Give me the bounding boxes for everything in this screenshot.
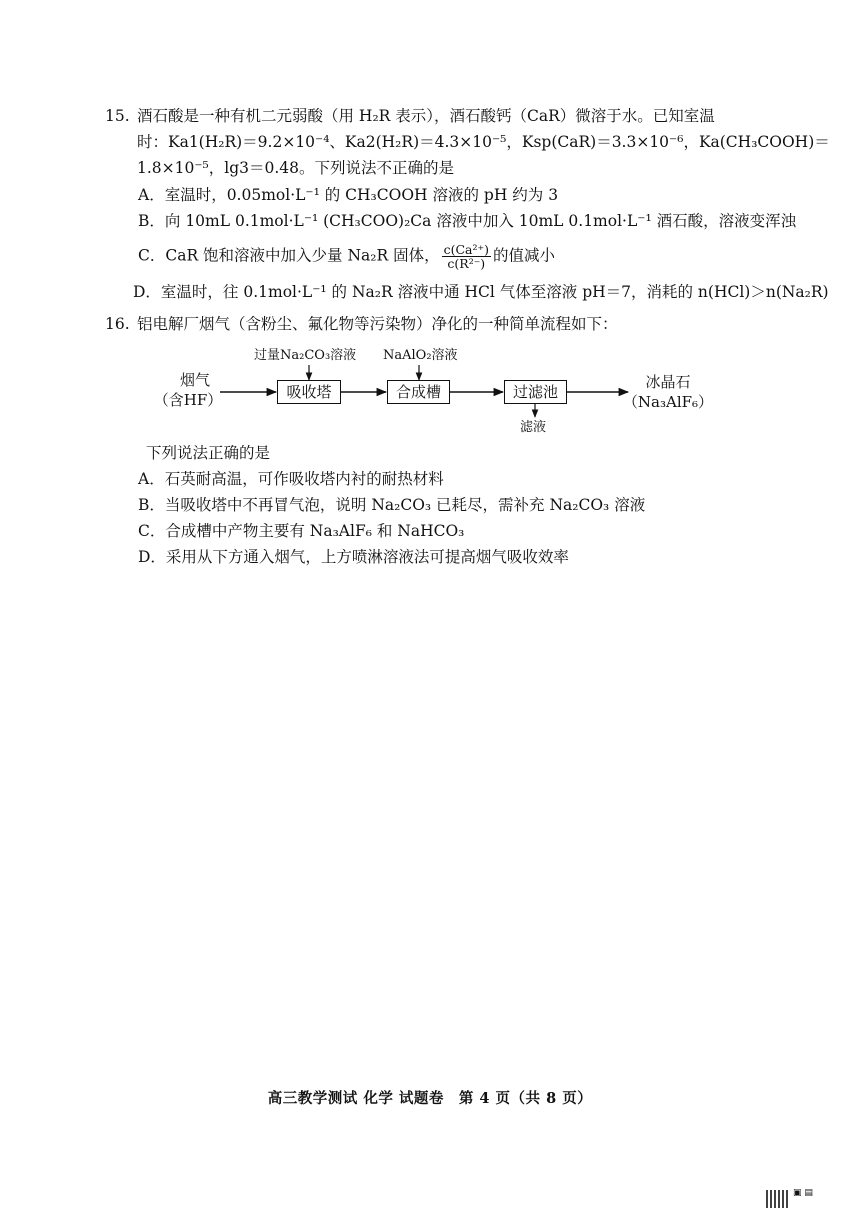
q16-question: 下列说法正确的是 <box>146 444 271 462</box>
scanner-logo-icon: ▣ ▤ <box>793 1188 813 1198</box>
filtrate-label: 滤液 <box>520 420 547 435</box>
q16-option-c: C．合成槽中产物主要有 Na₃AlF₆ 和 NaHCO₃ <box>138 522 465 540</box>
q16-number: 16. <box>105 315 130 333</box>
absorption-tower-box: 吸收塔 <box>277 380 341 404</box>
q15-option-c-text: C．CaR 饱和溶液中加入少量 Na₂R 固体， <box>138 246 440 265</box>
synthesis-tank-box: 合成槽 <box>387 380 450 404</box>
reagent-naalo2-label: NaAlO₂溶液 <box>383 348 458 363</box>
filter-tank-box: 过滤池 <box>504 380 567 404</box>
page-footer: 高三教学测试 化学 试题卷 第 4 页（共 8 页） <box>267 1090 593 1107</box>
q15-stem-line1: 酒石酸是一种有机二元弱酸（用 H₂R 表示），酒石酸钙（CaR）微溶于水。已知室温 <box>137 107 715 125</box>
q16-option-a: A．石英耐高温，可作吸收塔内衬的耐热材料 <box>138 470 444 488</box>
q15-option-c-tail: 的值减小 <box>493 246 556 265</box>
flue-gas-label: 烟气 <box>179 371 210 389</box>
q15-number: 15. <box>105 107 130 125</box>
q15-option-d: D．室温时，往 0.1mol·L⁻¹ 的 Na₂R 溶液中通 HCl 气体至溶液 pH＝7，消耗的 n(HCl)＞n(Na₂R) <box>133 283 829 301</box>
fraction-denominator: c(R²⁻) <box>447 256 486 271</box>
q16-option-b: B．当吸收塔中不再冒气泡，说明 Na₂CO₃ 已耗尽，需补充 Na₂CO₃ 溶液 <box>138 496 646 514</box>
q15-option-a: A．室温时，0.05mol·L⁻¹ 的 CH₃COOH 溶液的 pH 约为 3 <box>138 186 559 204</box>
fraction-numerator: c(Ca²⁺) <box>443 242 489 257</box>
q16-stem: 铝电解厂烟气（含粉尘、氟化物等污染物）净化的一种简单流程如下： <box>137 315 618 333</box>
q15-option-b: B．向 10mL 0.1mol·L⁻¹ (CH₃COO)₂Ca 溶液中加入 10mL 0.1mol·L⁻¹ 酒石酸，溶液变浑浊 <box>138 212 797 230</box>
flue-gas-hf-label: （含HF） <box>153 391 223 409</box>
qr-code-icon <box>766 1190 790 1208</box>
reagent-na2co3-label: 过量Na₂CO₃溶液 <box>254 348 357 363</box>
cryolite-label: 冰晶石 <box>645 373 691 391</box>
cryolite-formula-label: （Na₃AlF₆） <box>622 393 714 411</box>
q16-option-d: D．采用从下方通入烟气，上方喷淋溶液法可提高烟气吸收效率 <box>138 548 569 566</box>
q15-stem-line2: 时：Ka1(H₂R)＝9.2×10⁻⁴、Ka2(H₂R)＝4.3×10⁻⁵，Ksp(CaR)＝3.3×10⁻⁶，Ka(CH₃COOH)＝ <box>137 133 830 151</box>
q15-stem-line3: 1.8×10⁻⁵，lg3＝0.48。下列说法不正确的是 <box>137 159 455 177</box>
